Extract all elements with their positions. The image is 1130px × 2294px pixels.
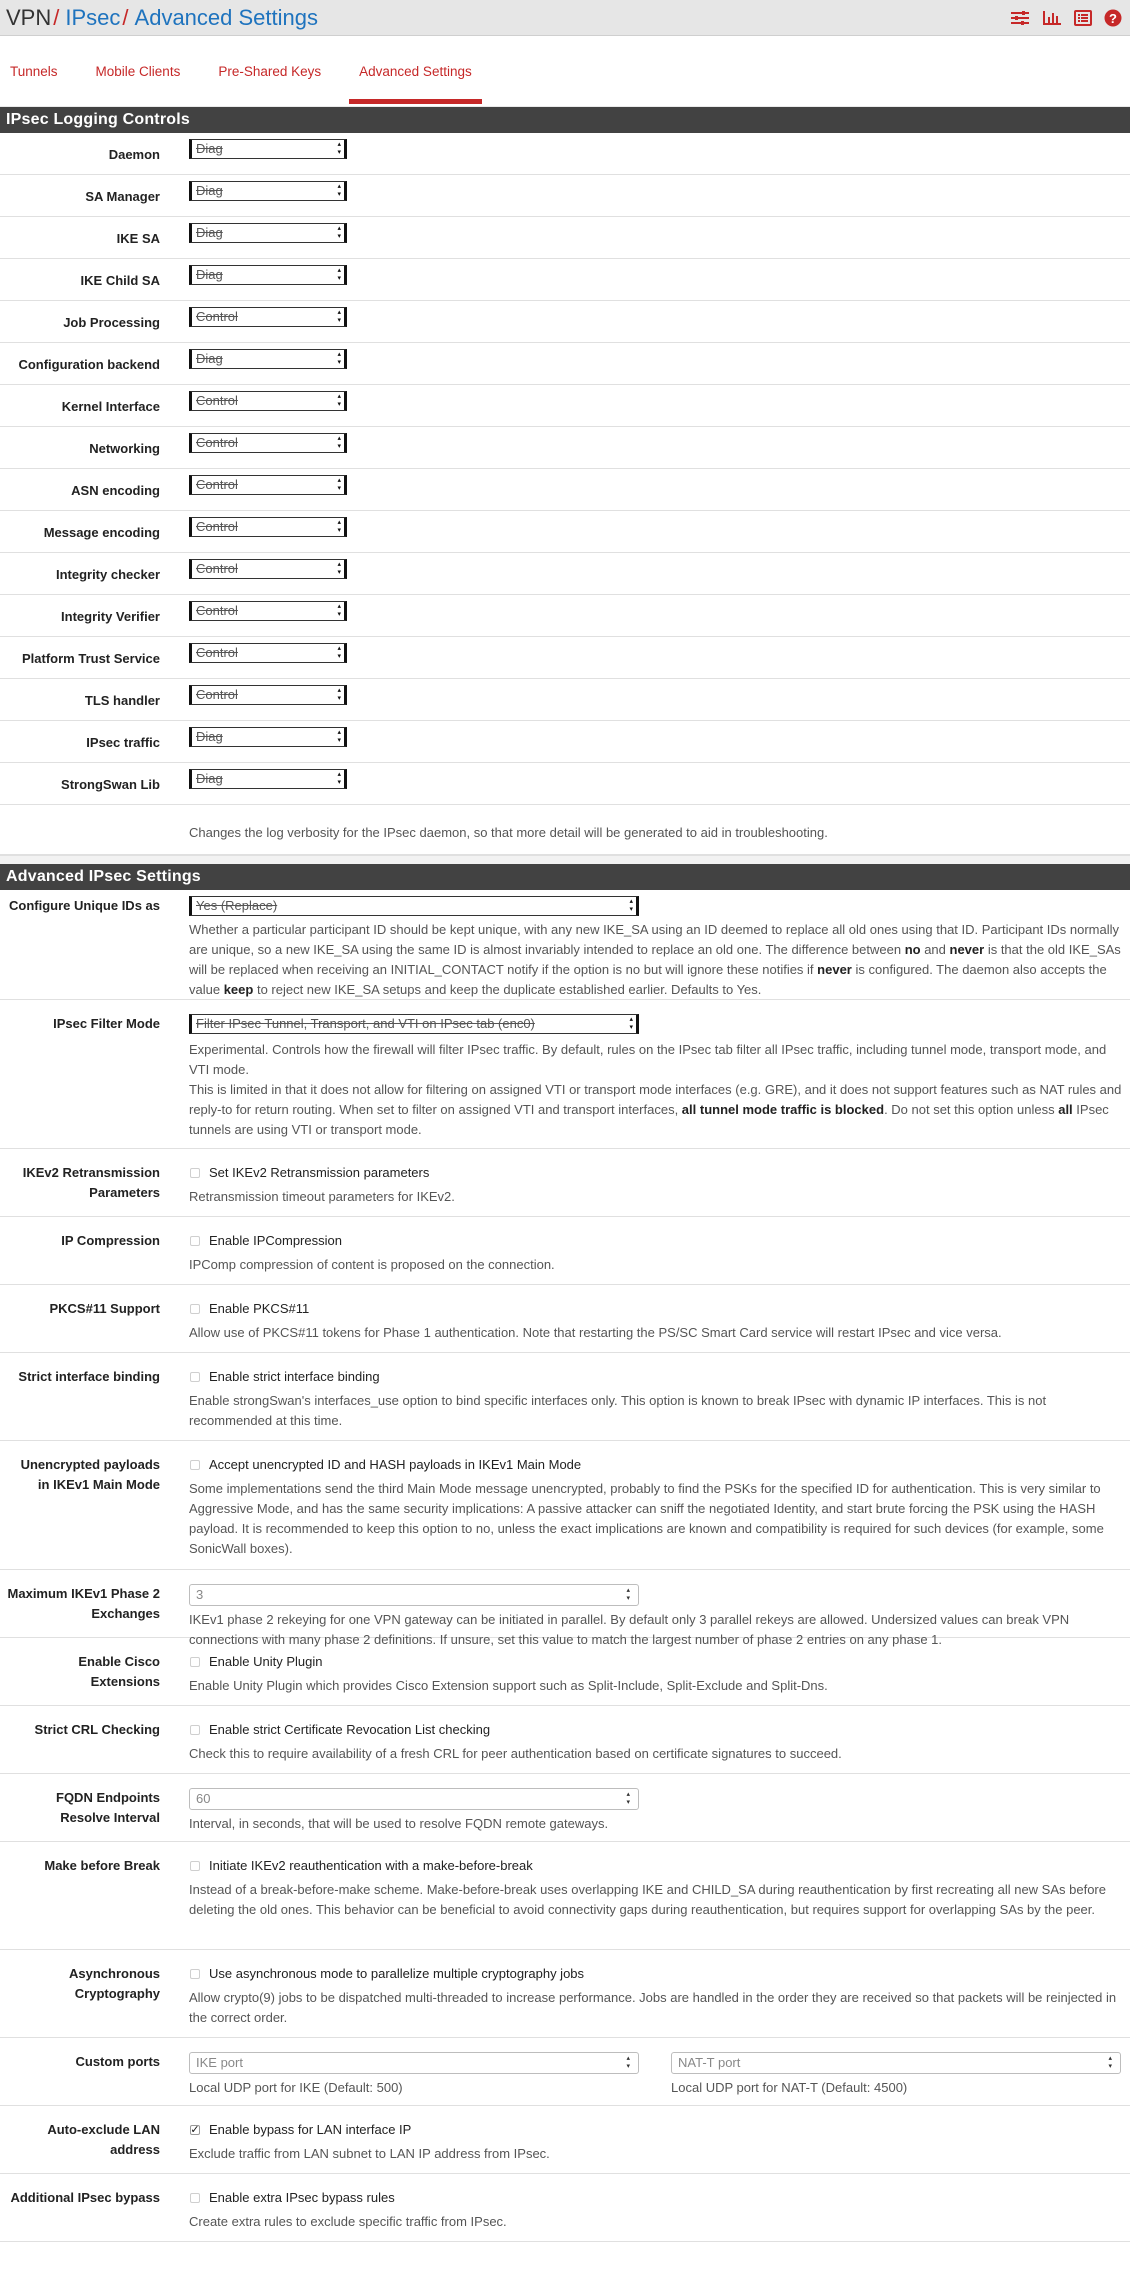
log-row-asn-encoding bbox=[0, 469, 1130, 511]
breadcrumb: VPN/ IPsec/ Advanced Settings bbox=[6, 4, 318, 30]
unencrypted-help: Some implementations send the third Main Mode message unencrypted, probably to find the PSKs for the specified ID for authentication. This is very similar to Aggressive Mode, and has the same security implications: A passive attacker can sniff the negotiated Identity, and start brute forcing the PSK using the HASH payload. It is recommended to keep this option to no, unless the exact implications are known and compatibility is required for such devices (for example, some SonicWall boxes). bbox=[189, 1481, 1104, 1556]
log-label-ipsec-traffic: IPsec traffic bbox=[86, 735, 160, 750]
log-label-sa-manager: SA Manager bbox=[85, 189, 160, 204]
pkcs11-help: Allow use of PKCS#11 tokens for Phase 1 authentication. Note that restarting the PS/SC Smart Card service will restart IPsec and vice versa. bbox=[189, 1325, 1002, 1340]
log-select-ipsec-traffic[interactable]: Diag ▴ ▾ bbox=[189, 727, 347, 747]
log-label-strongswan-lib: StrongSwan Lib bbox=[61, 777, 160, 792]
log-label-daemon: Daemon bbox=[108, 147, 160, 162]
log-label-integrity-checker: Integrity checker bbox=[55, 567, 160, 582]
log-select-asn-encoding[interactable]: Control ▴ ▾ bbox=[189, 475, 347, 495]
top-bar bbox=[0, 0, 1130, 36]
strict-crl-help: Check this to require availability of a fresh CRL for peer authentication based on certificate signatures to succeed. bbox=[189, 1746, 842, 1761]
pkcs11-row bbox=[0, 1285, 1130, 1353]
log-select-platform-trust-service[interactable]: Control ▴ ▾ bbox=[189, 643, 347, 663]
ip-compression-help: IPComp compression of content is proposed on the connection. bbox=[189, 1257, 555, 1272]
log-label-job-processing: Job Processing bbox=[63, 315, 160, 330]
ikev2-retrans-checkbox-label[interactable]: Set IKEv2 Retransmission parameters bbox=[209, 1165, 430, 1180]
log-select-sa-manager[interactable]: Diag ▴ ▾ bbox=[189, 181, 347, 201]
tab-pre-shared-keys[interactable]: Pre-Shared Keys bbox=[218, 63, 322, 79]
breadcrumb-advanced-settings-link[interactable]: Advanced Settings bbox=[134, 4, 318, 30]
log-row-job-processing bbox=[0, 301, 1130, 343]
ike-port-help: Local UDP port for IKE (Default: 500) bbox=[189, 2080, 403, 2095]
log-row-ike-sa bbox=[0, 217, 1130, 259]
ike-port-input[interactable]: IKE port ▴ ▾ bbox=[189, 2052, 639, 2074]
make-before-break-label: Make before Break bbox=[44, 1858, 160, 1873]
strict-iface-label: Strict interface binding bbox=[18, 1369, 160, 1384]
log-row-strongswan-lib bbox=[0, 763, 1130, 805]
cisco-ext-checkbox-label[interactable]: Enable Unity Plugin bbox=[209, 1654, 323, 1669]
toolbar-icons bbox=[1010, 9, 1122, 27]
log-label-configuration-backend: Configuration backend bbox=[18, 357, 160, 372]
fqdn-interval-help: Interval, in seconds, that will be used to resolve FQDN remote gateways. bbox=[189, 1816, 609, 1831]
log-label-networking: Networking bbox=[89, 441, 160, 456]
strict-iface-row bbox=[0, 1353, 1130, 1441]
make-before-break-checkbox[interactable] bbox=[190, 1861, 200, 1871]
log-row-integrity-verifier bbox=[0, 595, 1130, 637]
ikev2-retrans-label: IKEv2 Retransmission Parameters bbox=[22, 1165, 160, 1200]
log-row-platform-trust-service bbox=[0, 637, 1130, 679]
auto-exclude-lan-checkbox[interactable]: ✓ bbox=[190, 2124, 200, 2136]
ikev2-retrans-help: Retransmission timeout parameters for IKEv2. bbox=[189, 1189, 455, 1204]
strict-crl-checkbox-label[interactable]: Enable strict Certificate Revocation List checking bbox=[209, 1722, 491, 1737]
log-label-platform-trust-service: Platform Trust Service bbox=[22, 651, 160, 666]
additional-bypass-help: Create extra rules to exclude specific traffic from IPsec. bbox=[189, 2214, 507, 2229]
unique-ids-row bbox=[0, 890, 1130, 1000]
log-select-configuration-backend[interactable]: Diag ▴ ▾ bbox=[189, 349, 347, 369]
log-row-message-encoding bbox=[0, 511, 1130, 553]
max-phase2-label: Maximum IKEv1 Phase 2 Exchanges bbox=[7, 1586, 160, 1621]
log-row-ike-child-sa bbox=[0, 259, 1130, 301]
pkcs11-checkbox-label[interactable]: Enable PKCS#11 bbox=[209, 1301, 310, 1316]
log-select-integrity-verifier[interactable]: Control ▴ ▾ bbox=[189, 601, 347, 621]
log-select-kernel-interface[interactable]: Control ▴ ▾ bbox=[189, 391, 347, 411]
log-select-ike-child-sa[interactable]: Diag ▴ ▾ bbox=[189, 265, 347, 285]
async-crypto-help: Allow crypto(9) jobs to be dispatched multi-threaded to increase performance. Jobs are handled in the order they are received so that packets will be reinjected in the correct order. bbox=[189, 1990, 1117, 2025]
make-before-break-row bbox=[0, 1842, 1130, 1950]
unencrypted-label: Unencrypted payloads in IKEv1 Main Mode bbox=[20, 1457, 160, 1492]
help-icon[interactable] bbox=[1104, 9, 1122, 27]
log-select-integrity-checker[interactable]: Control ▴ ▾ bbox=[189, 559, 347, 579]
breadcrumb-vpn: VPN bbox=[6, 4, 52, 30]
breadcrumb-ipsec-link[interactable]: IPsec bbox=[65, 4, 121, 30]
unencrypted-checkbox[interactable] bbox=[190, 1460, 200, 1470]
log-list-icon[interactable] bbox=[1074, 10, 1092, 26]
ip-compression-row bbox=[0, 1217, 1130, 1285]
additional-bypass-label: Additional IPsec bypass bbox=[10, 2190, 160, 2205]
svg-text:?: ? bbox=[1109, 10, 1117, 26]
fqdn-interval-input[interactable]: 60 ▴ ▾ bbox=[189, 1788, 639, 1810]
log-select-daemon[interactable]: Diag ▴ ▾ bbox=[189, 139, 347, 159]
log-label-ike-sa: IKE SA bbox=[116, 231, 160, 246]
auto-exclude-lan-help: Exclude traffic from LAN subnet to LAN IP address from IPsec. bbox=[189, 2146, 550, 2161]
log-row-ipsec-traffic bbox=[0, 721, 1130, 763]
pkcs11-label: PKCS#11 Support bbox=[49, 1301, 160, 1316]
log-row-sa-manager bbox=[0, 175, 1130, 217]
async-crypto-checkbox[interactable] bbox=[190, 1969, 200, 1979]
panel-gap bbox=[0, 855, 1130, 864]
async-crypto-checkbox-label[interactable]: Use asynchronous mode to parallelize multiple cryptography jobs bbox=[209, 1966, 585, 1981]
max-phase2-help: IKEv1 phase 2 rekeying for one VPN gateway can be initiated in parallel. By default only 3 parallel rekeys are allowed. Undersized values can break VPN connections with many phase 2 definitions. If unsure, set this value to match the largest number of phase 2 entries on any phase 1. bbox=[189, 1612, 1070, 1647]
log-label-integrity-verifier: Integrity Verifier bbox=[61, 609, 160, 624]
additional-bypass-row bbox=[0, 2174, 1130, 2242]
additional-bypass-checkbox[interactable] bbox=[190, 2193, 200, 2203]
tab-bar bbox=[0, 36, 1130, 107]
strict-crl-checkbox[interactable] bbox=[190, 1725, 200, 1735]
log-label-ike-child-sa: IKE Child SA bbox=[80, 273, 160, 288]
ip-compression-checkbox[interactable] bbox=[190, 1236, 200, 1246]
cisco-ext-checkbox[interactable] bbox=[190, 1657, 200, 1667]
strict-iface-checkbox-label[interactable]: Enable strict interface binding bbox=[209, 1369, 380, 1384]
max-phase2-input[interactable]: 3 ▴ ▾ bbox=[189, 1584, 639, 1606]
log-row-networking bbox=[0, 427, 1130, 469]
auto-exclude-lan-row bbox=[0, 2106, 1130, 2174]
log-select-message-encoding[interactable]: Control ▴ ▾ bbox=[189, 517, 347, 537]
log-select-tls-handler[interactable]: Control ▴ ▾ bbox=[189, 685, 347, 705]
fqdn-interval-row bbox=[0, 1774, 1130, 1842]
strict-crl-label: Strict CRL Checking bbox=[34, 1722, 160, 1737]
unique-ids-label: Configure Unique IDs as bbox=[9, 898, 160, 913]
log-select-networking[interactable]: Control ▴ ▾ bbox=[189, 433, 347, 453]
log-row-configuration-backend bbox=[0, 343, 1130, 385]
sliders-icon[interactable] bbox=[1010, 10, 1030, 26]
logging-note: Changes the log verbosity for the IPsec daemon, so that more detail will be generated to aid in troubleshooting. bbox=[189, 825, 828, 840]
filter-mode-label: IPsec Filter Mode bbox=[53, 1016, 160, 1031]
auto-exclude-lan-label: Auto-exclude LAN address bbox=[47, 2122, 160, 2157]
custom-ports-label: Custom ports bbox=[75, 2054, 160, 2069]
pkcs11-checkbox[interactable] bbox=[190, 1304, 200, 1314]
fqdn-interval-label: FQDN Endpoints Resolve Interval bbox=[56, 1790, 160, 1825]
strict-crl-row bbox=[0, 1706, 1130, 1774]
custom-ports-row bbox=[0, 2038, 1130, 2106]
ikev2-retrans-checkbox[interactable] bbox=[190, 1168, 200, 1178]
log-row-integrity-checker bbox=[0, 553, 1130, 595]
strict-iface-help: Enable strongSwan's interfaces_use option to bind specific interfaces only. This option is known to break IPsec with dynamic IP interfaces. This is not recommended at this time. bbox=[189, 1393, 1047, 1428]
tab-advanced-settings[interactable]: Advanced Settings bbox=[349, 36, 482, 106]
max-phase2-row bbox=[0, 1570, 1130, 1647]
log-row-kernel-interface bbox=[0, 385, 1130, 427]
log-select-ike-sa[interactable]: Diag ▴ ▾ bbox=[189, 223, 347, 243]
make-before-break-help: Instead of a break-before-make scheme. Make-before-break uses overlapping IKE and CHILD_SA during reauthentication by first recreating all new SAs before deleting the old ones. This behavior can be beneficial to avoid connectivity gaps during reauthentication, but requires support for overlapping SAs by the peer. bbox=[189, 1882, 1106, 1917]
tab-mobile-clients[interactable]: Mobile Clients bbox=[95, 63, 181, 79]
natt-port-input[interactable]: NAT-T port ▴ ▾ bbox=[671, 2052, 1121, 2074]
tab-tunnels[interactable]: Tunnels bbox=[10, 63, 58, 79]
async-crypto-row bbox=[0, 1950, 1130, 2038]
log-row-daemon bbox=[0, 133, 1130, 175]
cisco-ext-label: Enable Cisco Extensions bbox=[78, 1654, 160, 1689]
log-label-asn-encoding: ASN encoding bbox=[71, 483, 160, 498]
filter-mode-help-2: This is limited in that it does not allow for filtering on assigned VTI or transport mode interfaces (e.g. GRE), and it does not support features such as NAT rules and reply-to for return routing. When set to filter on assigned VTI and transport interfaces, all tunnel mode traffic is blocked. Do not set this option unless all IPsec tunnels are using VTI or transport mode. bbox=[189, 1082, 1122, 1137]
advanced-panel-title: Advanced IPsec Settings bbox=[0, 864, 1130, 890]
cisco-ext-help: Enable Unity Plugin which provides Cisco Extension support such as Split-Include, Split-Exclude and Split-Dns. bbox=[189, 1678, 828, 1693]
bar-chart-icon[interactable] bbox=[1042, 10, 1062, 26]
log-select-job-processing[interactable]: Control ▴ ▾ bbox=[189, 307, 347, 327]
auto-exclude-lan-checkbox-label[interactable]: Enable bypass for LAN interface IP bbox=[209, 2122, 412, 2137]
make-before-break-checkbox-label[interactable]: Initiate IKEv2 reauthentication with a make-before-break bbox=[209, 1858, 533, 1873]
natt-port-help: Local UDP port for NAT-T (Default: 4500) bbox=[671, 2080, 908, 2095]
ikev2-retrans-row bbox=[0, 1149, 1130, 1217]
filter-mode-select[interactable]: Filter IPsec Tunnel, Transport, and VTI on IPsec tab (enc0) ▴ ▾ bbox=[189, 1014, 639, 1034]
async-crypto-label: Asynchronous Cryptography bbox=[68, 1966, 160, 2001]
cisco-ext-row bbox=[0, 1638, 1130, 1706]
log-label-message-encoding: Message encoding bbox=[43, 525, 160, 540]
logging-panel-title: IPsec Logging Controls bbox=[0, 107, 1130, 133]
filter-mode-help-1: Experimental. Controls how the firewall will filter IPsec traffic. By default, rules on the IPsec tab filter all IPsec traffic, including tunnel mode, transport mode, and VTI mode. bbox=[189, 1042, 1107, 1077]
ip-compression-label: IP Compression bbox=[61, 1233, 160, 1248]
strict-iface-checkbox[interactable] bbox=[190, 1372, 200, 1382]
additional-bypass-checkbox-label[interactable]: Enable extra IPsec bypass rules bbox=[209, 2190, 395, 2205]
unencrypted-row bbox=[0, 1441, 1130, 1570]
log-label-tls-handler: TLS handler bbox=[84, 693, 160, 708]
unencrypted-checkbox-label[interactable]: Accept unencrypted ID and HASH payloads in IKEv1 Main Mode bbox=[209, 1457, 582, 1472]
logging-note-row bbox=[0, 805, 1130, 855]
log-row-tls-handler bbox=[0, 679, 1130, 721]
log-select-strongswan-lib[interactable]: Diag ▴ ▾ bbox=[189, 769, 347, 789]
log-label-kernel-interface: Kernel Interface bbox=[61, 399, 160, 414]
filter-mode-row bbox=[0, 1000, 1130, 1149]
unique-ids-select[interactable]: Yes (Replace) ▴ ▾ bbox=[189, 896, 639, 916]
ip-compression-checkbox-label[interactable]: Enable IPCompression bbox=[209, 1233, 342, 1248]
unique-ids-help: Whether a particular participant ID should be kept unique, with any new IKE_SA using an ID deemed to replace all old ones using that ID. Participant IDs normally are unique, so a new IKE_SA using the same ID is almost invariably intended to replace an old one. The difference between no and never is that the old IKE_SAs will be replaced when receiving an INITIAL_CONTACT notify if the option is no but will ignore these notifies if never is configured. The daemon also accepts the value keep to reject new IKE_SA setups and keep the duplicate established earlier. Defaults to Yes. bbox=[189, 922, 1121, 997]
logging-rows bbox=[0, 133, 1130, 805]
